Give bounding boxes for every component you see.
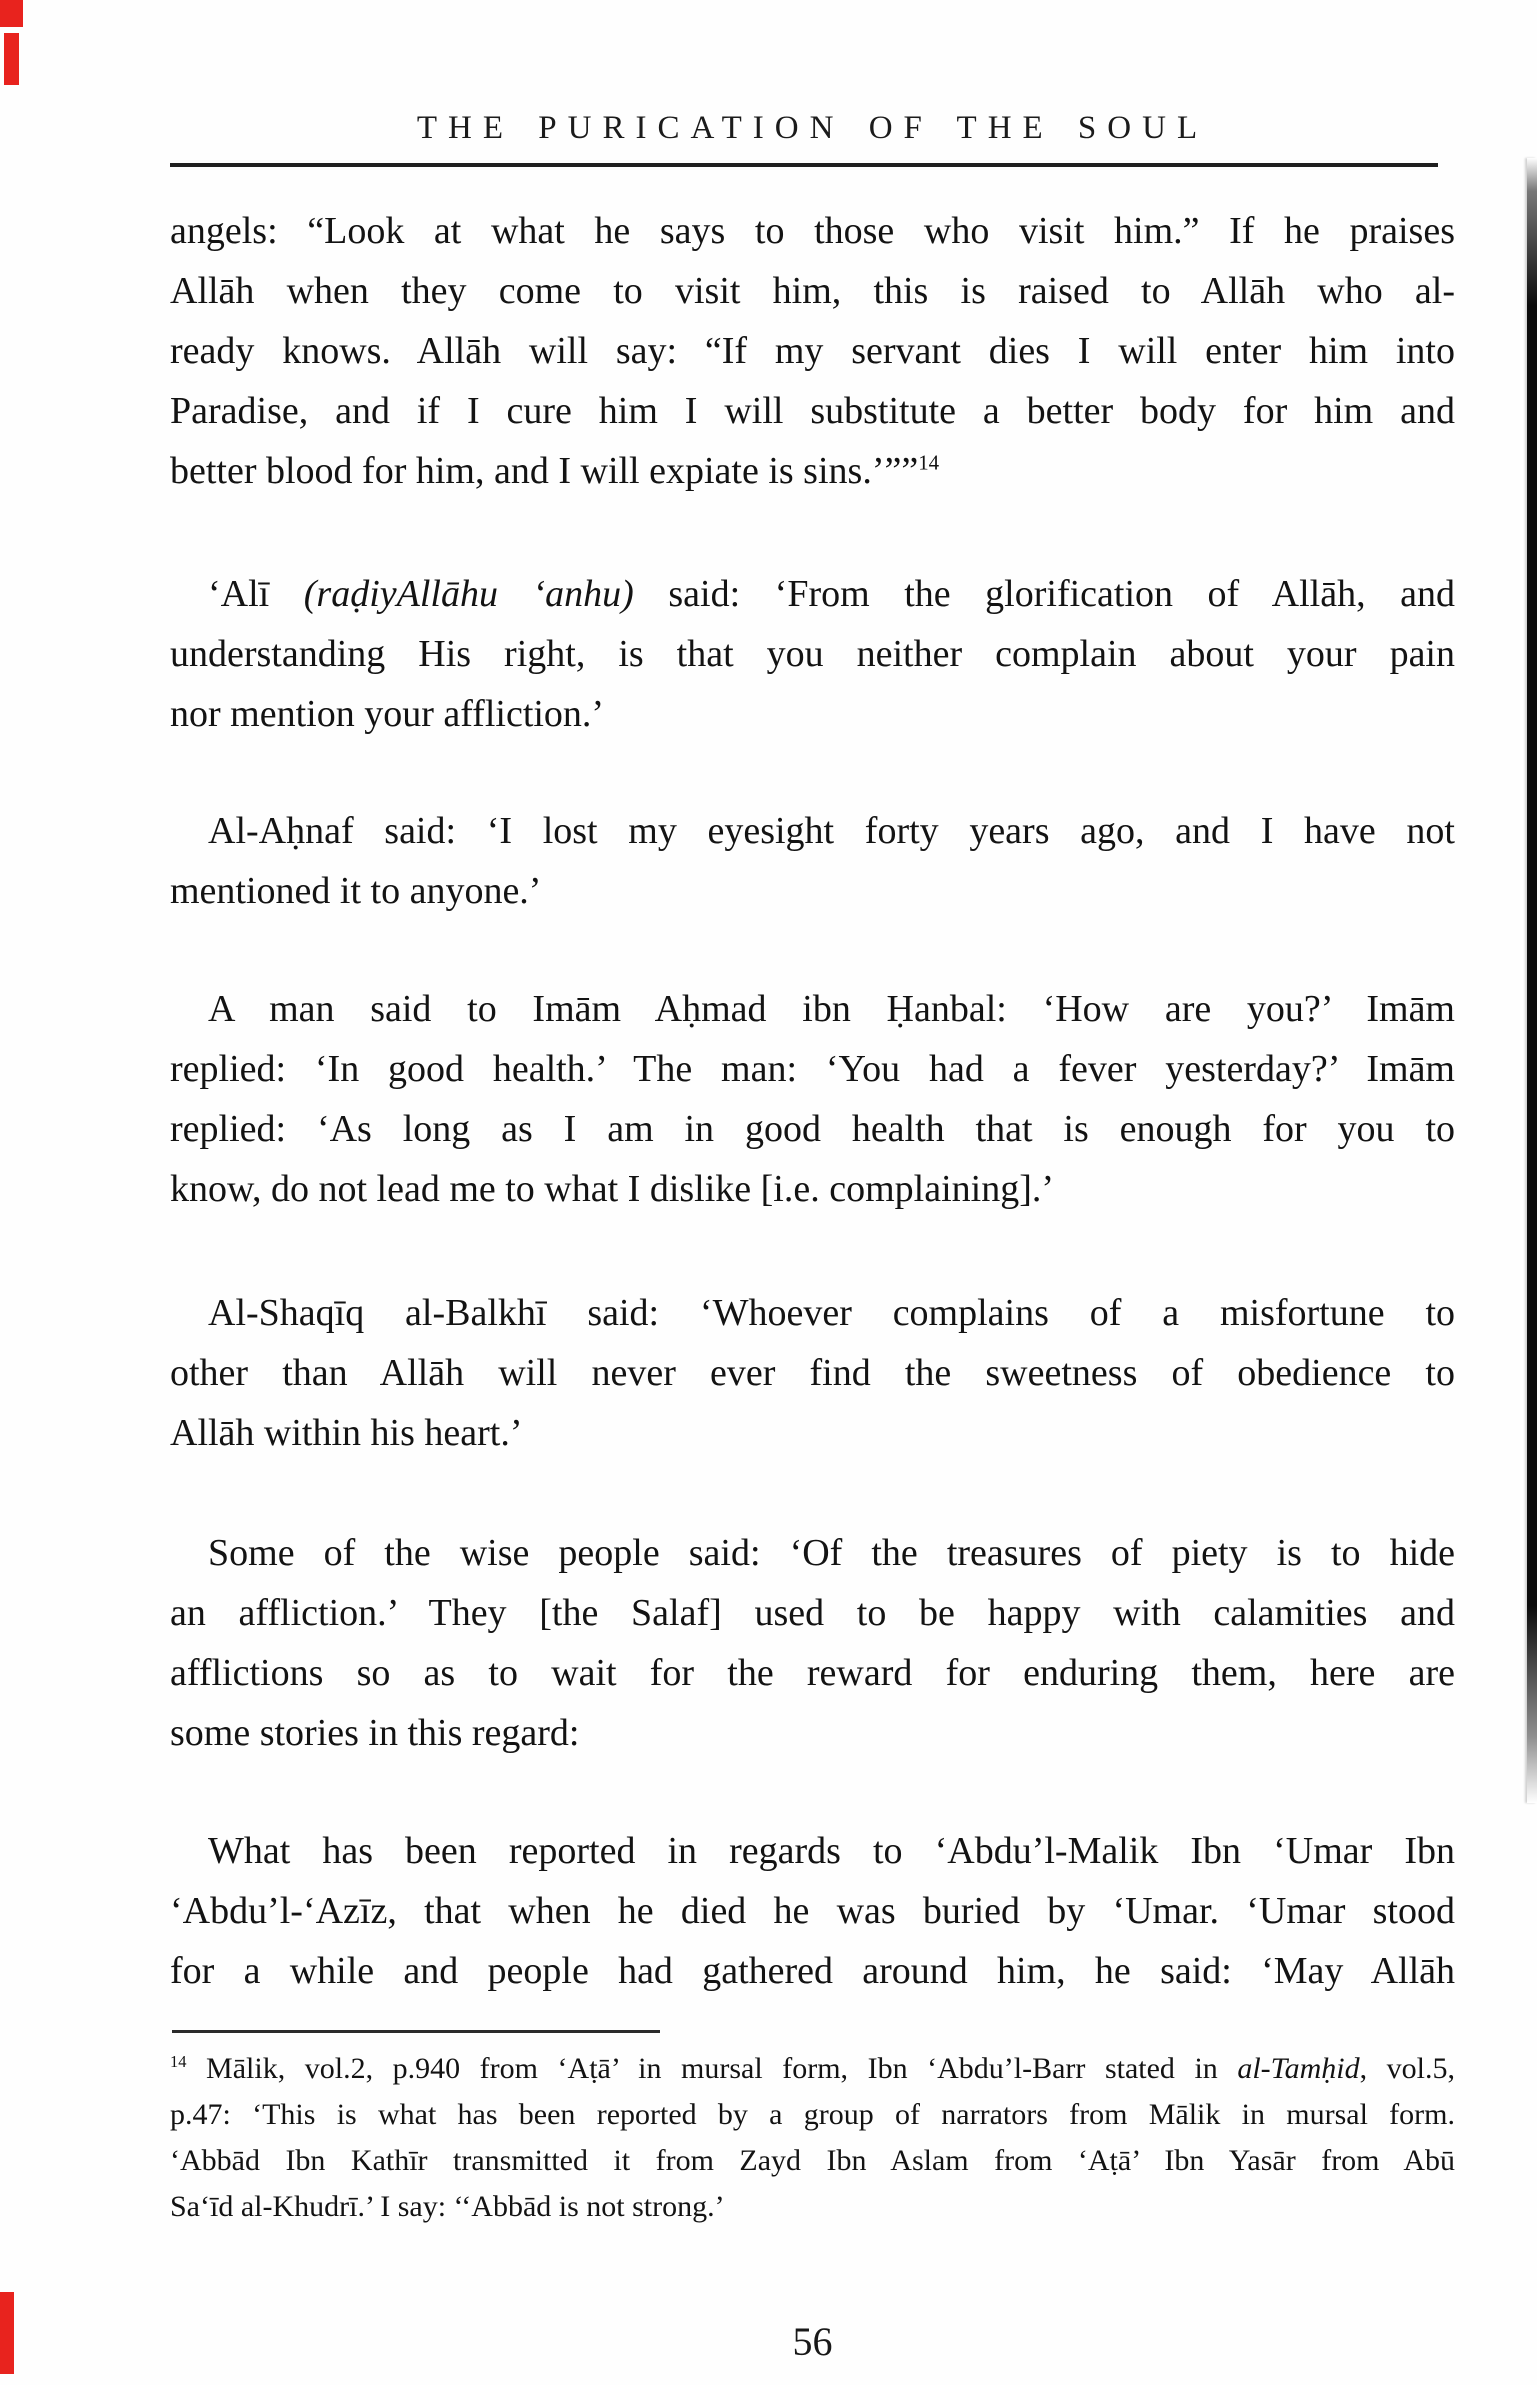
page-header-title: THE PURICATION OF THE SOUL bbox=[416, 110, 1209, 146]
text-run: afflictions so as to wait for the reward for enduring them, here are bbox=[170, 1652, 1455, 1694]
text-line bbox=[170, 1283, 1455, 1343]
text-line bbox=[170, 684, 1455, 744]
text-line bbox=[170, 261, 1455, 321]
text-run: Sa‘īd al-Khudrī.’ I say: ‘‘Abbād is not strong.’ bbox=[170, 2190, 725, 2223]
text-line bbox=[170, 2046, 1455, 2092]
text-run: an affliction.’ They [the Salaf] used to be happy with calamities and bbox=[170, 1592, 1455, 1634]
text-run: angels: “Look at what he says to those who visit him.” If he praises bbox=[170, 210, 1455, 252]
text-run: ‘Abbād Ibn Kathīr transmitted it from Zayd Ibn Aslam from ‘Aṭā’ Ibn Yasār from Abū bbox=[170, 2144, 1455, 2177]
text-run: Al-Shaqīq al-Balkhī said: ‘Whoever complains of a misfortune to bbox=[208, 1292, 1455, 1334]
text-run: A man said to Imām Aḥmad ibn Ḥanbal: ‘How are you?’ Imām bbox=[208, 988, 1455, 1030]
text-run: ‘Abdu’l-‘Azīz, that when he died he was buried by ‘Umar. ‘Umar stood bbox=[170, 1890, 1455, 1932]
paragraph bbox=[170, 564, 1455, 744]
text-run: ‘Alī bbox=[208, 573, 304, 615]
text-run: Some of the wise people said: ‘Of the treasures of piety is to hide bbox=[208, 1532, 1455, 1574]
text-run: What has been reported in regards to ‘Abdu’l-Malik Ibn ‘Umar Ibn bbox=[208, 1830, 1455, 1872]
text-line bbox=[170, 1403, 1455, 1463]
text-line bbox=[170, 1039, 1455, 1099]
paragraph bbox=[170, 979, 1455, 1219]
text-line bbox=[170, 1343, 1455, 1403]
paragraph bbox=[170, 1821, 1455, 2001]
text-line bbox=[170, 1643, 1455, 1703]
text-run: Allāh when they come to visit him, this is raised to Allāh who al- bbox=[170, 270, 1455, 312]
text-line bbox=[170, 201, 1455, 261]
text-line bbox=[170, 2184, 1455, 2230]
text-line bbox=[170, 979, 1455, 1039]
text-line bbox=[170, 1583, 1455, 1643]
paragraph bbox=[170, 201, 1455, 501]
text-run: replied: ‘In good health.’ The man: ‘You had a fever yesterday?’ Imām bbox=[170, 1048, 1455, 1090]
paragraph bbox=[170, 1523, 1455, 1763]
text-line bbox=[170, 801, 1455, 861]
text-line bbox=[170, 1523, 1455, 1583]
text-line bbox=[170, 321, 1455, 381]
text-line bbox=[170, 564, 1455, 624]
text-line bbox=[170, 2138, 1455, 2184]
text-line bbox=[170, 2092, 1455, 2138]
text-line bbox=[170, 1941, 1455, 2001]
scan-artifact-red-mark-top-1 bbox=[0, 0, 23, 27]
footnote-separator-rule bbox=[172, 2030, 660, 2033]
text-run: Paradise, and if I cure him I will substitute a better body for him and bbox=[170, 390, 1455, 432]
text-line bbox=[170, 1703, 1455, 1763]
text-line bbox=[170, 381, 1455, 441]
scan-artifact-red-mark-bottom bbox=[0, 2292, 14, 2374]
italic-text: (raḍiyAllāhu ‘anhu) bbox=[303, 573, 634, 615]
text-line bbox=[170, 1881, 1455, 1941]
superscript: 14 bbox=[170, 2052, 187, 2071]
text-run: Allāh within his heart.’ bbox=[170, 1412, 523, 1454]
text-run: some stories in this regard: bbox=[170, 1712, 580, 1754]
text-run: for a while and people had gathered around him, he said: ‘May Allāh bbox=[170, 1950, 1455, 1992]
text-run: other than Allāh will never ever find the sweetness of obedience to bbox=[170, 1352, 1455, 1394]
text-line bbox=[170, 1159, 1455, 1219]
text-line bbox=[170, 441, 1455, 501]
text-line bbox=[170, 1821, 1455, 1881]
text-line bbox=[170, 624, 1455, 684]
text-run: replied: ‘As long as I am in good health that is enough for you to bbox=[170, 1108, 1455, 1150]
paragraph bbox=[170, 1283, 1455, 1463]
italic-text: al-Tamḥid bbox=[1237, 2052, 1360, 2085]
scan-artifact-edge-bar bbox=[1527, 158, 1537, 1803]
text-line bbox=[170, 1099, 1455, 1159]
text-run: nor mention your affliction.’ bbox=[170, 693, 605, 735]
superscript: 14 bbox=[918, 450, 940, 475]
text-run: better blood for him, and I will expiate is sins.’”” bbox=[170, 450, 919, 492]
text-run: , vol.5, bbox=[1359, 2052, 1455, 2085]
text-run: understanding His right, is that you neither complain about your pain bbox=[170, 633, 1455, 675]
text-run: said: ‘From the glorification of Allāh, and bbox=[633, 573, 1455, 615]
text-line bbox=[170, 861, 1455, 921]
text-run: p.47: ‘This is what has been reported by a group of narrators from Mālik in mursal form. bbox=[170, 2098, 1455, 2131]
text-run: know, do not lead me to what I dislike [i.e. complaining].’ bbox=[170, 1168, 1055, 1210]
text-run: mentioned it to anyone.’ bbox=[170, 870, 542, 912]
text-run: Al-Aḥnaf said: ‘I lost my eyesight forty years ago, and I have not bbox=[208, 810, 1455, 852]
page-number: 56 bbox=[792, 2319, 833, 2364]
text-run: Mālik, vol.2, p.940 from ‘Aṭā’ in mursal form, Ibn ‘Abdu’l-Barr stated in bbox=[186, 2052, 1238, 2085]
text-run: ready knows. Allāh will say: “If my servant dies I will enter him into bbox=[170, 330, 1455, 372]
footnote bbox=[170, 2046, 1455, 2230]
paragraph bbox=[170, 801, 1455, 921]
scan-artifact-red-mark-top-2 bbox=[4, 33, 19, 85]
header-rule bbox=[170, 163, 1438, 167]
